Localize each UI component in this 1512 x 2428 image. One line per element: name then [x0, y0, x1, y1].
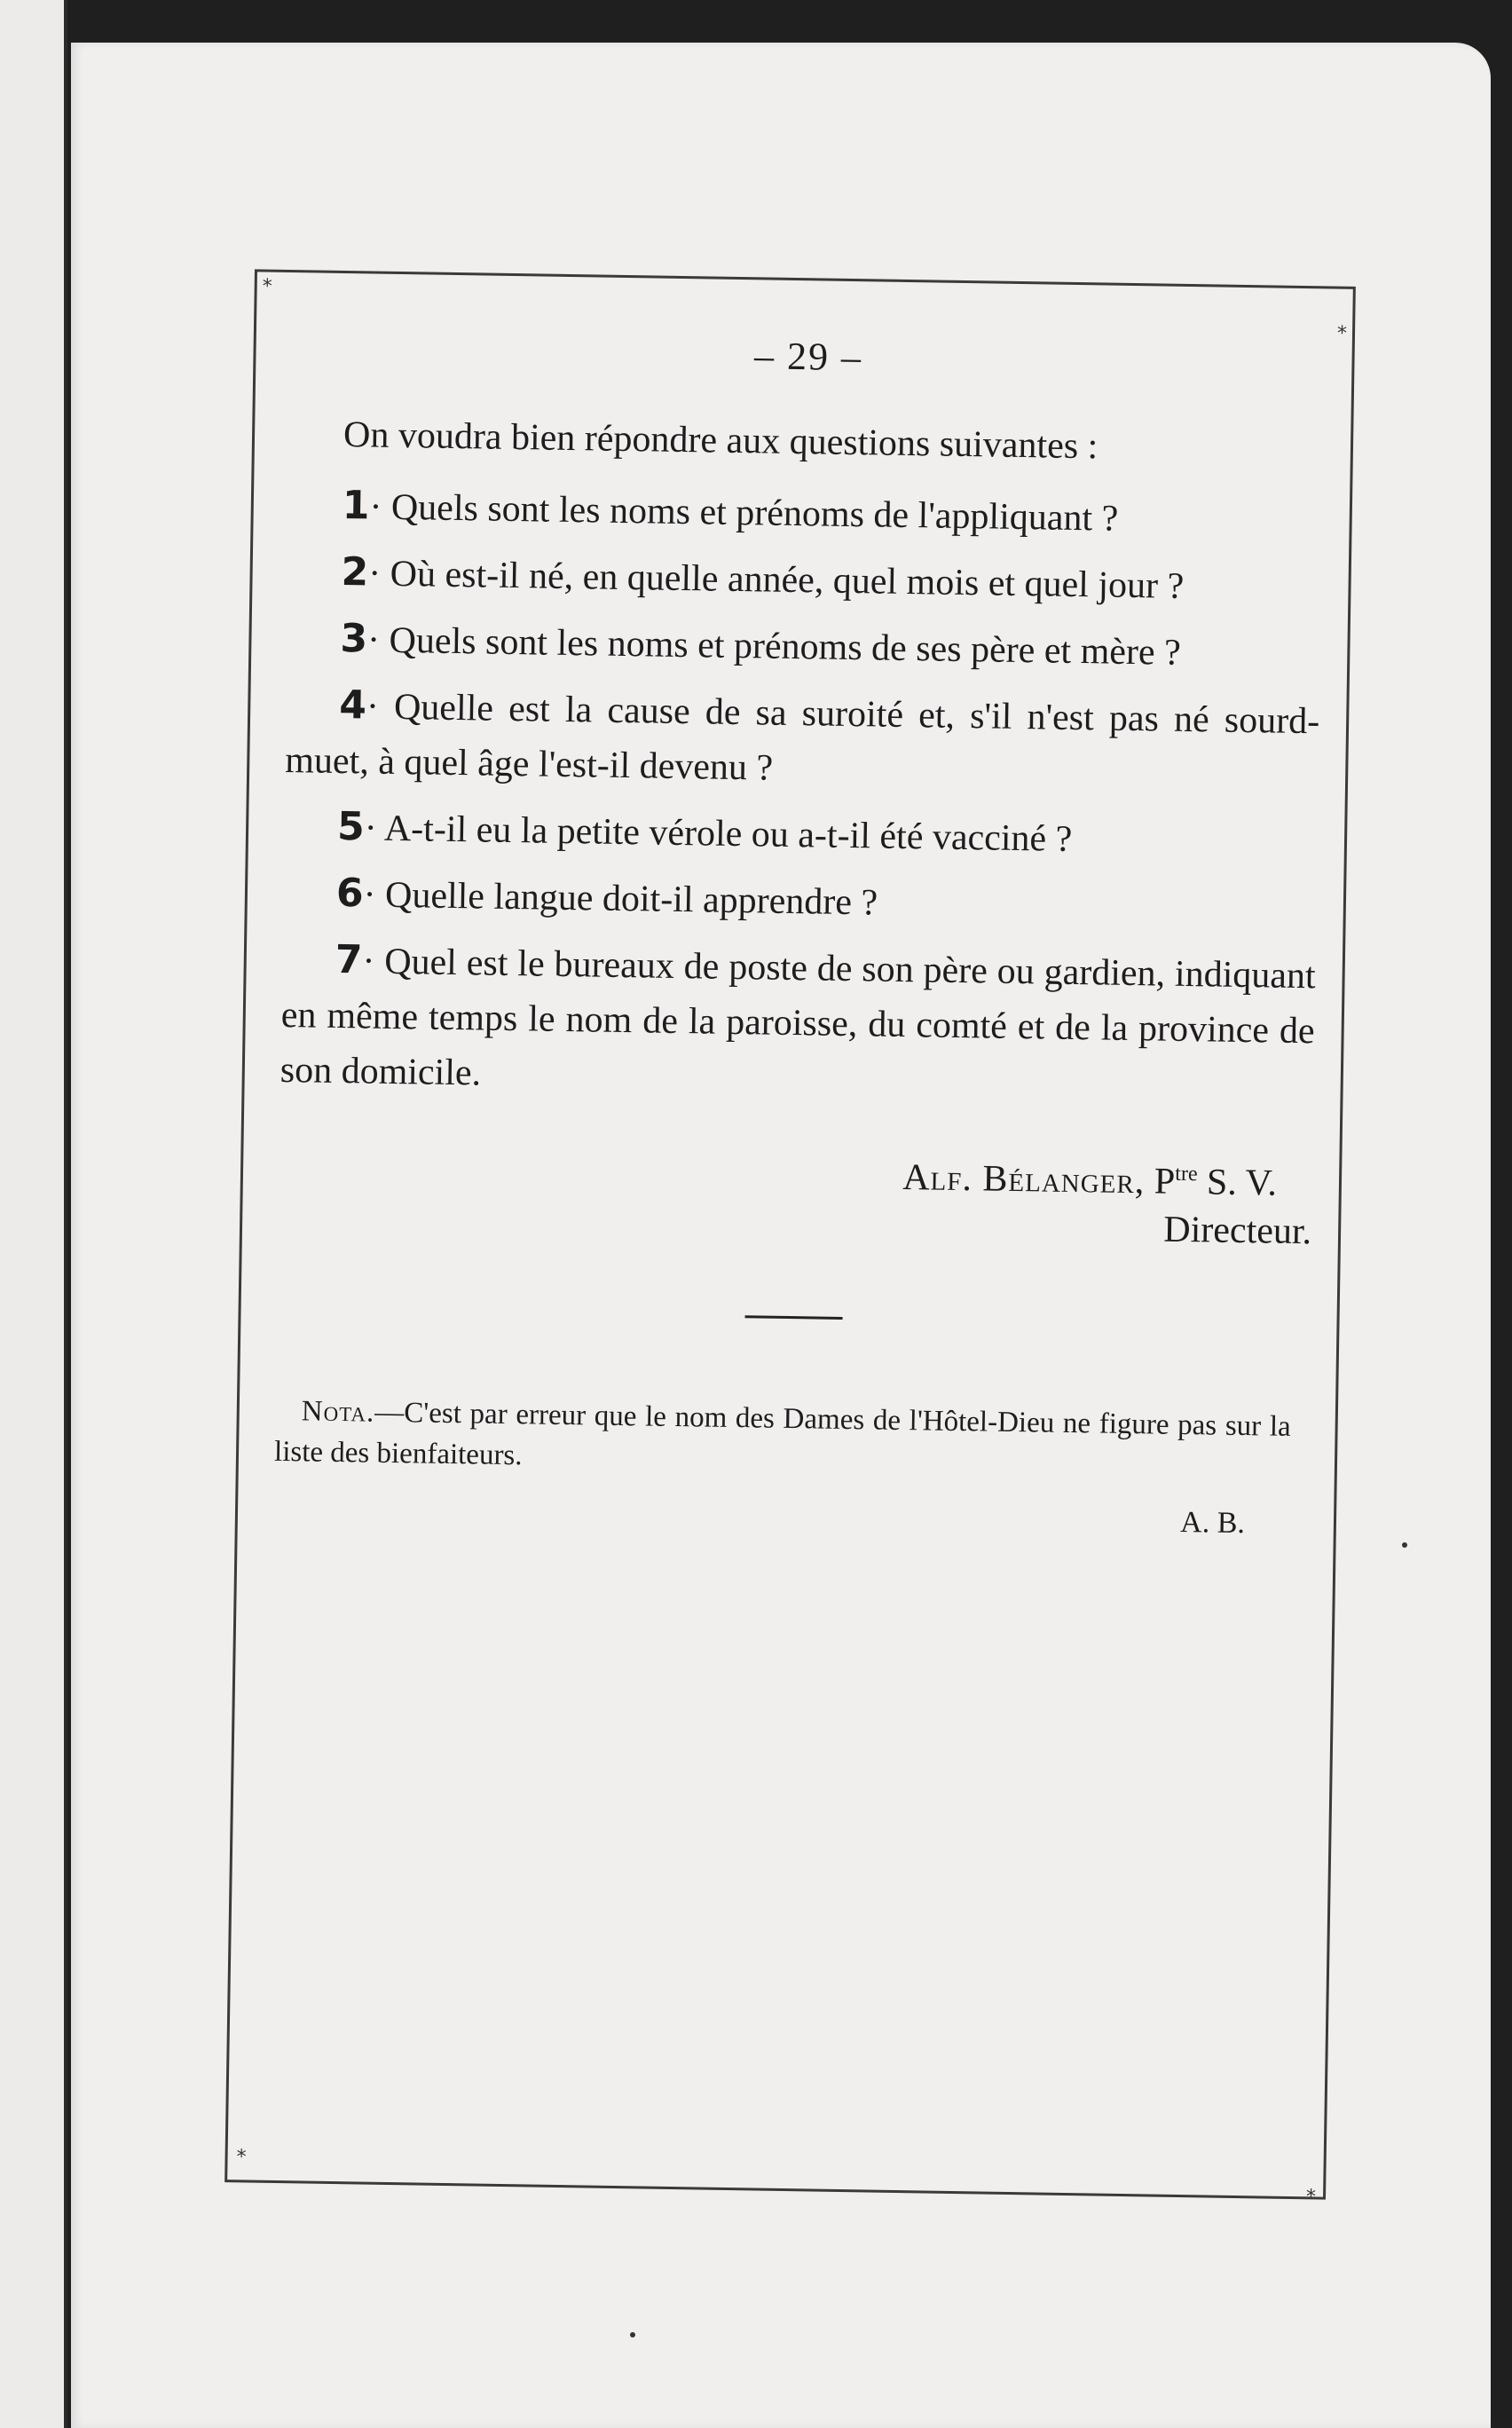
- order-initials: S. V.: [1206, 1162, 1278, 1204]
- question-6: 6· Quelle langue doit-il apprendre ?: [335, 870, 878, 924]
- question-text: Quels sont les noms et prénoms de l'appliquant ?: [390, 486, 1119, 540]
- title-superscript: tre: [1175, 1162, 1198, 1186]
- corner-star-icon: *: [262, 275, 272, 298]
- previous-page-edge: [0, 0, 67, 2428]
- corner-star-icon: *: [1336, 322, 1348, 345]
- nota-paragraph: [274, 1391, 1291, 1488]
- question-text: Quelle langue doit-il apprendre ?: [384, 874, 878, 924]
- question-text: Quel est le bureaux de poste de son père ou gardien, indiquant en même temps le nom de la paroisse, du comté et de la province de son domicile.: [280, 941, 1316, 1094]
- question-7: 7· Quel est le bureaux de poste de son père ou gardien, indiquant en même temps le nom de la paroisse, du comté et de la province de son domicile.: [280, 936, 1316, 1094]
- question-number: 5: [336, 803, 366, 850]
- intro-paragraph: On voudra bien répondre aux questions suivantes :: [343, 414, 1099, 468]
- nota-text: —C'est par erreur que le nom des Dames de l'Hôtel-Dieu ne figure pas sur la liste des bienfaiteurs.: [273, 1396, 1291, 1472]
- question-1: 1· Quels sont les noms et prénoms de l'appliquant ?: [342, 482, 1119, 540]
- nota-initials: A. B.: [1179, 1505, 1246, 1541]
- page-border-frame: [224, 269, 1356, 2209]
- question-number: 2: [341, 548, 369, 595]
- signatory-role: Directeur.: [1163, 1209, 1312, 1253]
- dust-speck: [1402, 1542, 1407, 1548]
- question-4: 4· Quelle est la cause de sa suroité et, s'il n'est pas né sourd-muet, à quel âge l'est-il devenu ?: [284, 682, 1320, 789]
- nota-label: Nota.: [301, 1395, 375, 1429]
- corner-star-icon: *: [236, 2146, 247, 2169]
- page-number: – 29 –: [753, 334, 863, 380]
- book-page: [71, 43, 1491, 2428]
- question-text: Où est-il né, en quelle année, quel mois et quel jour ?: [390, 553, 1185, 607]
- question-text: A-t-il eu la petite vérole ou a-t-il été vacciné ?: [383, 808, 1073, 860]
- page-content: [273, 326, 1326, 1541]
- question-number: 3: [340, 615, 368, 662]
- question-3: 3· Quels sont les noms et prénoms de ses père et mère ?: [340, 615, 1182, 674]
- question-text: Quelle est la cause de sa suroité et, s'il n'est pas né sourd-muet, à quel âge l'est-il devenu ?: [284, 686, 1320, 789]
- question-2: 2· Où est-il né, en quelle année, quel mois et quel jour ?: [341, 548, 1185, 607]
- dust-speck: [630, 2332, 635, 2337]
- corner-star-icon: *: [1305, 2186, 1317, 2209]
- question-number: 1: [342, 482, 370, 529]
- question-number: 6: [335, 870, 364, 917]
- question-5: 5· A-t-il eu la petite vérole ou a-t-il été vacciné ?: [336, 803, 1073, 860]
- separator-rule: [744, 1315, 842, 1320]
- signatory-name: Alf. Bélanger,: [902, 1156, 1146, 1202]
- question-number: 7: [335, 936, 363, 983]
- question-text: Quels sont les noms et prénoms de ses père et mère ?: [389, 619, 1182, 674]
- title-abbreviation: P: [1154, 1161, 1176, 1202]
- question-number: 4: [338, 682, 367, 729]
